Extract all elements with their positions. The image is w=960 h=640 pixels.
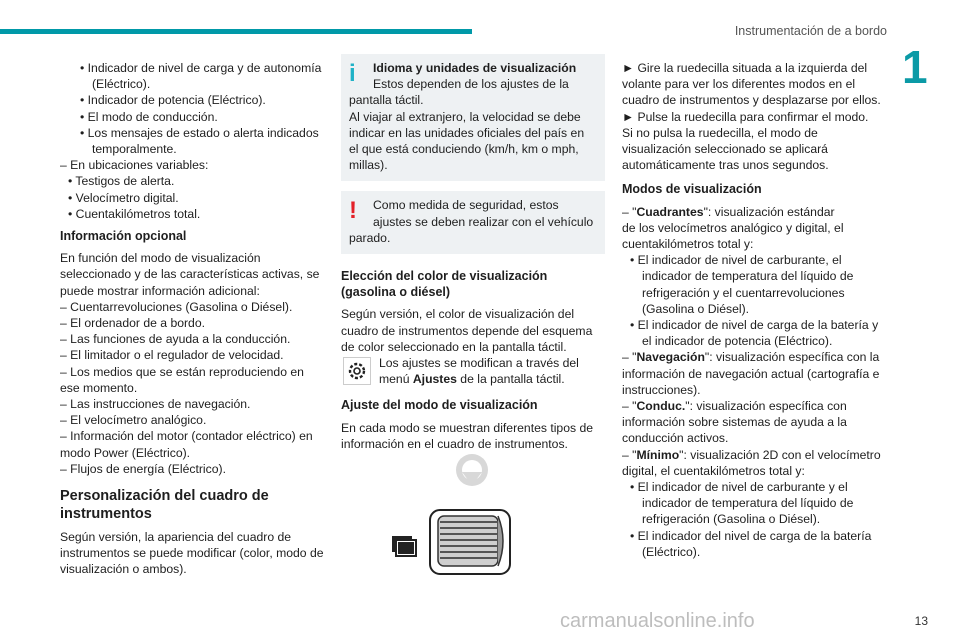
text-line: instrucciones). (622, 382, 701, 397)
text-line: Según versión, la apariencia del cuadro de (60, 530, 292, 545)
info-icon: i (349, 60, 356, 87)
list-item: • El indicador de nivel de carburante y el (630, 480, 848, 495)
heading-line: instrumentos (60, 506, 152, 523)
watermark: carmanualsonline.info (560, 610, 755, 632)
text-line: ► Gire la ruedecilla situada a la izquierda del (622, 61, 868, 75)
text-line: Como medida de seguridad, estos (373, 198, 559, 213)
heading-line: (gasolina o diésel) (341, 285, 451, 300)
text-line: – El velocímetro analógico. (60, 413, 207, 428)
warning-icon: ! (349, 197, 357, 225)
list-item: • El modo de conducción. (80, 109, 218, 124)
mode-minimo: – "Mínimo": visualización 2D con el velocímetro (622, 447, 881, 462)
heading-color (341, 268, 605, 300)
list-item: indicador de temperatura del líquido de (642, 269, 854, 284)
header-accent-bar (0, 29, 472, 34)
text-span: de la pantalla táctil. (456, 372, 565, 387)
warning-box (341, 191, 605, 254)
heading-optional-info: Información opcional (60, 229, 187, 244)
steering-wheel-icon (456, 454, 488, 486)
text-line: – Flujos de energía (Eléctrico). (60, 461, 226, 476)
mode-name: Cuadrantes (636, 204, 704, 219)
list-item: refrigeración (Gasolina o Diésel). (642, 512, 821, 527)
thumbwheel-illustration (380, 450, 540, 580)
list-item: refrigeración y el cuentarrevoluciones (642, 285, 845, 300)
info-box (341, 54, 605, 181)
list-item: temporalmente. (92, 142, 177, 157)
text-span: menú (379, 372, 413, 387)
info-box-title: Idioma y unidades de visualización (373, 61, 577, 75)
text-line: cuadro de instrumentos y desplazarse por ellos. (622, 93, 881, 108)
list-item: • Testigos de alerta. (68, 174, 175, 189)
mode-name: Navegación (636, 350, 705, 365)
page-number: 13 (914, 614, 928, 628)
text-line: – Los medios que se están reproduciendo en (60, 364, 304, 379)
text-line: visualización seleccionado se aplicará (622, 142, 828, 157)
list-item: – En ubicaciones variables: (60, 158, 209, 173)
text-span: : visualización específica con la (709, 350, 880, 365)
text-line: el que está conduciendo (km/h, km o mph, (349, 142, 579, 157)
text-line: – Cuentarrevoluciones (Gasolina o Diésel). (60, 299, 293, 314)
list-item: el indicador de potencia (Eléctrico). (642, 334, 833, 349)
text-line: – Información del motor (contador eléctrico) en (60, 429, 313, 444)
text-line: Según versión, el color de visualización del (341, 307, 575, 322)
list-item: • Indicador de potencia (Eléctrico). (80, 93, 266, 108)
text-line: – Las funciones de ayuda a la conducción. (60, 332, 291, 347)
heading-line: Personalización del cuadro de (60, 488, 269, 505)
text-line: información de navegación actual (cartografía e (622, 366, 880, 381)
list-item: • El indicador de nivel de carburante, el (630, 253, 842, 268)
list-item: (Gasolina o Diésel). (642, 301, 750, 316)
list-item: indicador de temperatura del líquido de (642, 496, 854, 511)
settings-gear-icon (343, 357, 371, 385)
list-item: • Velocímetro digital. (68, 190, 179, 205)
text-span: : visualización 2D con el velocímetro (683, 447, 881, 462)
mode-name: Conduc. (636, 399, 686, 414)
text-span: : visualización estándar (707, 204, 835, 219)
text-line: indicar en las unidades oficiales del país en (349, 125, 585, 140)
text-line: En función del modo de visualización (60, 251, 261, 266)
text-line: cuentakilómetros total y: (622, 237, 754, 252)
column-2 (341, 54, 605, 452)
mode-name: Mínimo (636, 447, 680, 462)
text-line: instrumentos se puede modificar (color, modo de (60, 546, 324, 561)
text-line: En cada modo se muestran diferentes tipos de (341, 420, 594, 435)
text-line: puede mostrar información adicional: (60, 283, 260, 298)
list-item: (Eléctrico). (642, 544, 701, 559)
chapter-number: 1 (902, 41, 928, 93)
text-line: modo Power (Eléctrico). (60, 445, 191, 460)
text-line: – El limitador o el regulador de velocidad. (60, 348, 284, 363)
text-line: ► Pulse la ruedecilla para confirmar el modo. (622, 109, 869, 124)
text-line: visualización o ambos). (60, 562, 187, 577)
heading-line: Elección del color de visualización (341, 269, 548, 284)
mode-navegacion: – "Navegación": visualización específica con la (622, 350, 880, 365)
text-line: cuadro de instrumentos depende del esquema (341, 323, 593, 338)
text-line: parado. (349, 230, 391, 245)
text-line: información sobre sistemas de ayuda a la (622, 415, 847, 430)
text-line: – El ordenador de a bordo. (60, 316, 206, 331)
settings-note (341, 355, 605, 387)
heading-display-modes: Modos de visualización (622, 182, 762, 197)
text-line: conducción activos. (622, 431, 729, 446)
mode-conduc: – "Conduc.": visualización específica con (622, 399, 847, 414)
text-line: información en el cuadro de instrumentos. (341, 436, 568, 451)
text-line (379, 371, 605, 387)
text-line: automáticamente tras unos segundos. (622, 158, 829, 173)
text-line: de los velocímetros analógico y digital, el (622, 220, 844, 235)
list-item: • Los mensajes de estado o alerta indicados (80, 125, 319, 140)
mode-cuadrantes: – "Cuadrantes": visualización estándar (622, 204, 835, 219)
list-item: • El indicador de nivel de carga de la batería y (630, 318, 879, 333)
text-line: Si no pulsa la ruedecilla, el modo de (622, 125, 818, 140)
text-line: seleccionado y de las características activas, se (60, 267, 320, 282)
column-1 (60, 60, 322, 578)
list-item: • El indicador del nivel de carga de la batería (630, 528, 872, 543)
text-line: ajustes se deben realizar con el vehículo (373, 214, 594, 229)
list-item: • Cuentakilómetros total. (68, 206, 201, 221)
text-line: ese momento. (60, 380, 138, 395)
thumbwheel-icon (430, 510, 510, 574)
list-item: • Indicador de nivel de carga y de autonomía (80, 61, 322, 75)
text-line: de color seleccionado en la pantalla táctil. (341, 339, 567, 354)
text-line: Al viajar al extranjero, la velocidad se debe (349, 109, 581, 124)
text-span: : visualización específica con (689, 399, 847, 414)
heading-customization (60, 487, 322, 523)
text-line: – Las instrucciones de navegación. (60, 397, 251, 412)
text-line: digital, el cuentakilómetros total y: (622, 463, 805, 478)
text-line: volante para ver los diferentes modos en el (622, 77, 856, 92)
screens-icon (392, 536, 416, 556)
list-item: (Eléctrico). (92, 77, 151, 92)
column-3 (622, 60, 888, 560)
section-title: Instrumentación de a bordo (734, 24, 887, 38)
text-line: millas). (349, 158, 388, 173)
text-line: pantalla táctil. (349, 93, 424, 108)
heading-mode-setting: Ajuste del modo de visualización (341, 398, 538, 413)
text-line: Estos dependen de los ajustes de la (373, 77, 569, 92)
text-line: Los ajustes se modifican a través del (379, 356, 579, 371)
menu-name: Ajustes (412, 372, 457, 387)
